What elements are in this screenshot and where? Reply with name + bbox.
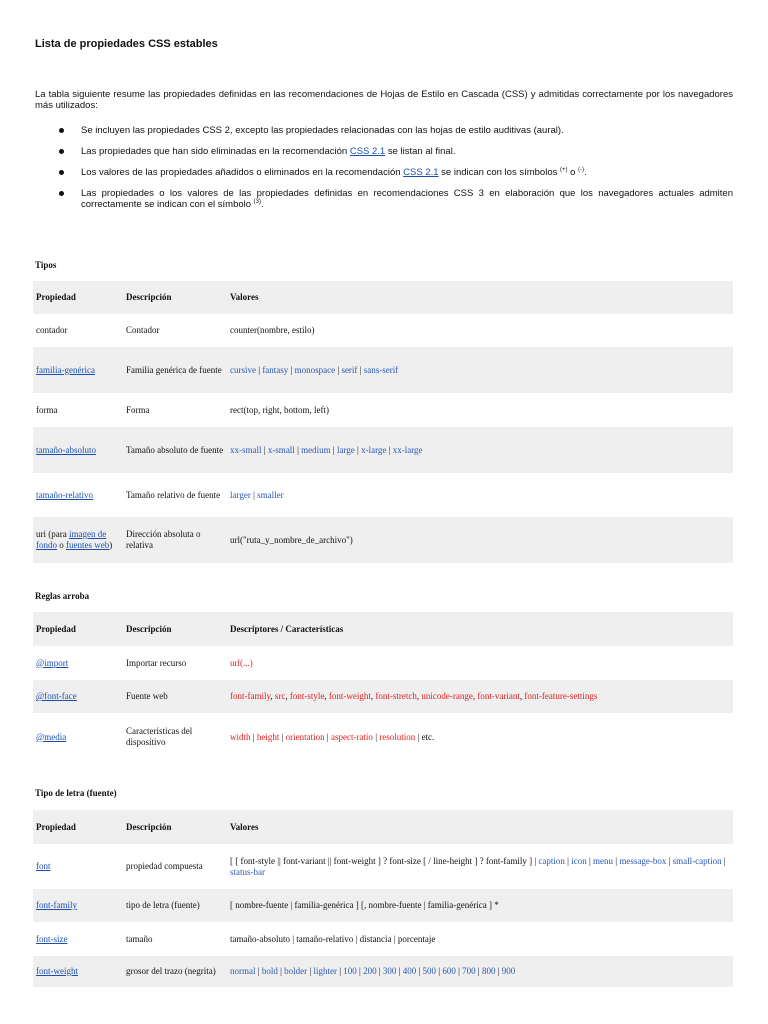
value-token: font-weight — [328, 691, 371, 701]
table-header-row — [33, 281, 733, 314]
table-row — [33, 889, 733, 922]
symbol-added: (+) — [560, 166, 568, 173]
value-token: message-box — [619, 855, 667, 866]
section-heading-reglas: Reglas arroba — [35, 591, 90, 601]
value-token: resolution — [379, 731, 416, 742]
property-cell — [33, 922, 123, 956]
value-token: 600 — [442, 966, 456, 976]
value-token: bolder — [284, 966, 308, 976]
property-link[interactable]: tamaño-absoluto — [36, 444, 96, 455]
value-token: font-feature-settings — [524, 691, 598, 701]
value-token: 200 — [363, 966, 377, 976]
property-link[interactable]: tamaño-relativo — [36, 489, 93, 500]
property-cell: forma — [36, 404, 58, 415]
table-row — [33, 473, 733, 517]
column-header: Descriptores / Características — [227, 612, 733, 646]
section-heading-tipos: Tipos — [35, 260, 57, 270]
value-token: sans-serif — [363, 364, 399, 375]
value-token: status-bar — [230, 866, 265, 877]
table-row — [33, 427, 733, 473]
description-cell: Familia genérica de fuente — [123, 347, 227, 393]
list-item-text: se indican con los símbolos — [438, 167, 560, 178]
values-cell: tamaño-absoluto | tamaño-relativo | distancia | porcentaje — [230, 933, 436, 944]
value-token: 800 — [481, 966, 496, 976]
value-token: menu — [593, 855, 614, 866]
value-token: aspect-ratio — [330, 731, 373, 742]
value-token: fantasy — [262, 364, 289, 375]
values-cell: url("ruta_y_nombre_de_archivo") — [227, 517, 733, 563]
column-header: Valores — [227, 281, 733, 314]
property-link[interactable]: font-weight — [36, 966, 78, 976]
list-item-text: . — [261, 199, 264, 210]
description-cell: Importar recurso — [126, 657, 187, 668]
symbol-removed: (-) — [578, 166, 585, 173]
value-token: 900 — [501, 966, 516, 976]
property-cell — [33, 680, 123, 713]
value-token: etc. — [421, 731, 435, 742]
column-header: Valores — [227, 810, 733, 844]
column-header: Propiedad — [33, 810, 123, 844]
values-cell: width | height | orientation | aspect-ratio | resolution | etc. — [230, 731, 435, 742]
list-item — [35, 146, 733, 157]
table-row — [33, 347, 733, 393]
property-cell — [33, 889, 123, 922]
value-token: 700 — [462, 966, 476, 976]
list-item-text: Los valores de las propiedades añadidos o eliminados en la recomendación — [81, 167, 404, 178]
description-cell: Fuente web — [123, 680, 227, 713]
value-token: larger — [230, 489, 251, 500]
value-token: caption — [538, 855, 565, 866]
value-token: serif — [341, 364, 358, 375]
values-cell: xx-small | x-small | medium | large | x-large | xx-large — [227, 427, 733, 473]
table-row — [33, 517, 733, 563]
list-item — [35, 167, 733, 178]
list-item — [35, 188, 733, 210]
values-cell: [ [ font-style || font-variant || font-weight ] ? font-size [ / line-height ] ? font-family ] | caption | icon | menu | message-box | small-caption | status-bar — [230, 855, 726, 877]
property-link[interactable]: @import — [36, 657, 69, 668]
list-item-text: Las propiedades o los valores de las propiedades definidas en recomendaciones CSS 3 en elaboración que los navegadores actuales admiten correctamente se indican con el símbolo — [81, 188, 733, 210]
column-header: Descripción — [123, 810, 227, 844]
column-header: Propiedad — [33, 612, 123, 646]
list-item — [35, 125, 733, 136]
property-link[interactable]: font-size — [36, 933, 68, 944]
table-header-row — [33, 612, 733, 646]
value-token: x-small — [267, 444, 295, 455]
table-row — [33, 922, 733, 956]
value-token: font-variant — [477, 691, 520, 701]
value-token: unicode-range — [421, 691, 473, 701]
values-cell: larger | smaller — [230, 489, 284, 500]
description-cell: Tamaño absoluto de fuente — [123, 427, 227, 473]
value-token: lighter — [313, 966, 337, 976]
document-title: Lista de propiedades CSS estables — [35, 38, 218, 50]
table-row — [33, 393, 733, 427]
column-header: Descripción — [123, 612, 227, 646]
value-token: 400 — [402, 966, 417, 976]
description-cell: Forma — [126, 404, 150, 415]
values-cell: cursive | fantasy | monospace | serif | sans-serif — [227, 347, 733, 393]
property-cell — [33, 347, 123, 393]
table-row — [33, 680, 733, 713]
list-item-text: o — [567, 167, 579, 178]
value-token: 500 — [422, 966, 437, 976]
cell-text: uri (para — [36, 529, 69, 539]
description-cell: Características del dispositivo — [126, 726, 193, 747]
value-token: smaller — [257, 489, 284, 500]
property-link[interactable]: @font-face — [36, 691, 77, 701]
list-item-text: se listan al final. — [385, 146, 456, 157]
values-cell: rect(top, right, bottom, left) — [230, 404, 329, 415]
table-row — [33, 956, 733, 987]
description-cell: Tamaño relativo de fuente — [126, 489, 221, 500]
value-syntax: [ [ font-style || font-variant || font-weight ] ? font-size [ / line-height ] ? font-family ] | — [230, 855, 539, 866]
table-header-row — [33, 810, 733, 844]
value-token: font-style — [289, 691, 325, 701]
section-heading-fuente: Tipo de letra (fuente) — [35, 788, 117, 798]
css21-link[interactable]: CSS 2.1 — [349, 146, 386, 157]
value-token: cursive — [230, 364, 256, 375]
list-item-text: . — [584, 167, 587, 178]
column-header: Propiedad — [33, 281, 123, 314]
value-token: src — [274, 691, 286, 701]
value-token: xx-small — [230, 444, 262, 455]
property-cell — [33, 713, 123, 761]
cell-text: o — [57, 540, 66, 550]
value-token: font-stretch — [375, 691, 417, 701]
property-link[interactable]: font — [36, 861, 51, 871]
value-token: medium — [301, 444, 331, 455]
web-fonts-link[interactable]: fuentes web — [66, 540, 110, 550]
values-cell: font-family, src, font-style, font-weight, font-stretch, unicode-range, font-variant, font-feature-settings — [227, 680, 733, 713]
value-token: monospace — [294, 364, 336, 375]
table-row — [33, 713, 733, 761]
value-token: width — [230, 731, 251, 742]
notes-list — [35, 125, 733, 220]
value-token: url(...) — [230, 657, 253, 668]
values-cell: [ nombre-fuente | familia-genérica ] [, nombre-fuente | familia-genérica ] * — [227, 889, 733, 922]
description-cell: tipo de letra (fuente) — [123, 889, 227, 922]
table-tipos — [33, 281, 733, 563]
value-token: bold — [261, 966, 278, 976]
property-cell — [33, 517, 123, 563]
property-link[interactable]: @media — [36, 731, 67, 742]
property-link[interactable]: font-family — [36, 900, 77, 910]
value-token: 300 — [382, 966, 397, 976]
value-token: orientation — [285, 731, 325, 742]
css21-link[interactable]: CSS 2.1 — [403, 167, 439, 178]
value-token: normal — [230, 966, 256, 976]
value-token: font-family — [230, 691, 271, 701]
values-cell — [227, 646, 733, 680]
property-cell — [33, 844, 123, 889]
property-cell — [33, 427, 123, 473]
cell-text: ) — [109, 540, 113, 550]
background-image-link[interactable]: imagen de fondo — [36, 529, 107, 550]
property-cell: contador — [36, 325, 68, 335]
value-token: height — [256, 731, 280, 742]
table-fuente — [33, 810, 733, 987]
description-cell: Contador — [126, 325, 160, 335]
values-cell: normal | bold | bolder | lighter | 100 | 200 | 300 | 400 | 500 | 600 | 700 | 800 | 900 — [227, 956, 733, 987]
table-reglas — [33, 612, 733, 761]
property-cell — [33, 646, 123, 680]
description-cell: propiedad compuesta — [126, 861, 203, 871]
value-token: small-caption — [672, 855, 722, 866]
description-cell: grosor del trazo (negrita) — [123, 956, 227, 987]
list-item-text: Las propiedades que han sido eliminadas en la recomendación — [81, 146, 350, 157]
column-header: Descripción — [123, 281, 227, 314]
property-link[interactable]: familia-genérica — [36, 364, 95, 375]
value-token: xx-large — [392, 444, 423, 455]
value-token: icon — [571, 855, 587, 866]
symbol-css3: (3) — [253, 198, 262, 205]
description-cell: Dirección absoluta o relativa — [123, 517, 227, 563]
list-item-text: Se incluyen las propiedades CSS 2, excepto las propiedades relacionadas con las hojas de estilo auditivas (aural). — [81, 125, 564, 136]
table-row — [33, 844, 733, 889]
description-cell: tamaño — [126, 933, 153, 944]
values-cell: counter(nombre, estilo) — [230, 325, 315, 335]
table-row — [33, 646, 733, 680]
property-cell — [33, 473, 123, 517]
property-cell — [33, 956, 123, 987]
value-token: large — [336, 444, 355, 455]
value-token: x-large — [361, 444, 387, 455]
value-token: 100 — [343, 966, 357, 976]
intro-paragraph: La tabla siguiente resume las propiedades definidas en las recomendaciones de Hojas de Estilo en Cascada (CSS) y admitidas correctamente por los navegadores más utilizados: — [35, 89, 733, 111]
table-row — [33, 314, 733, 347]
